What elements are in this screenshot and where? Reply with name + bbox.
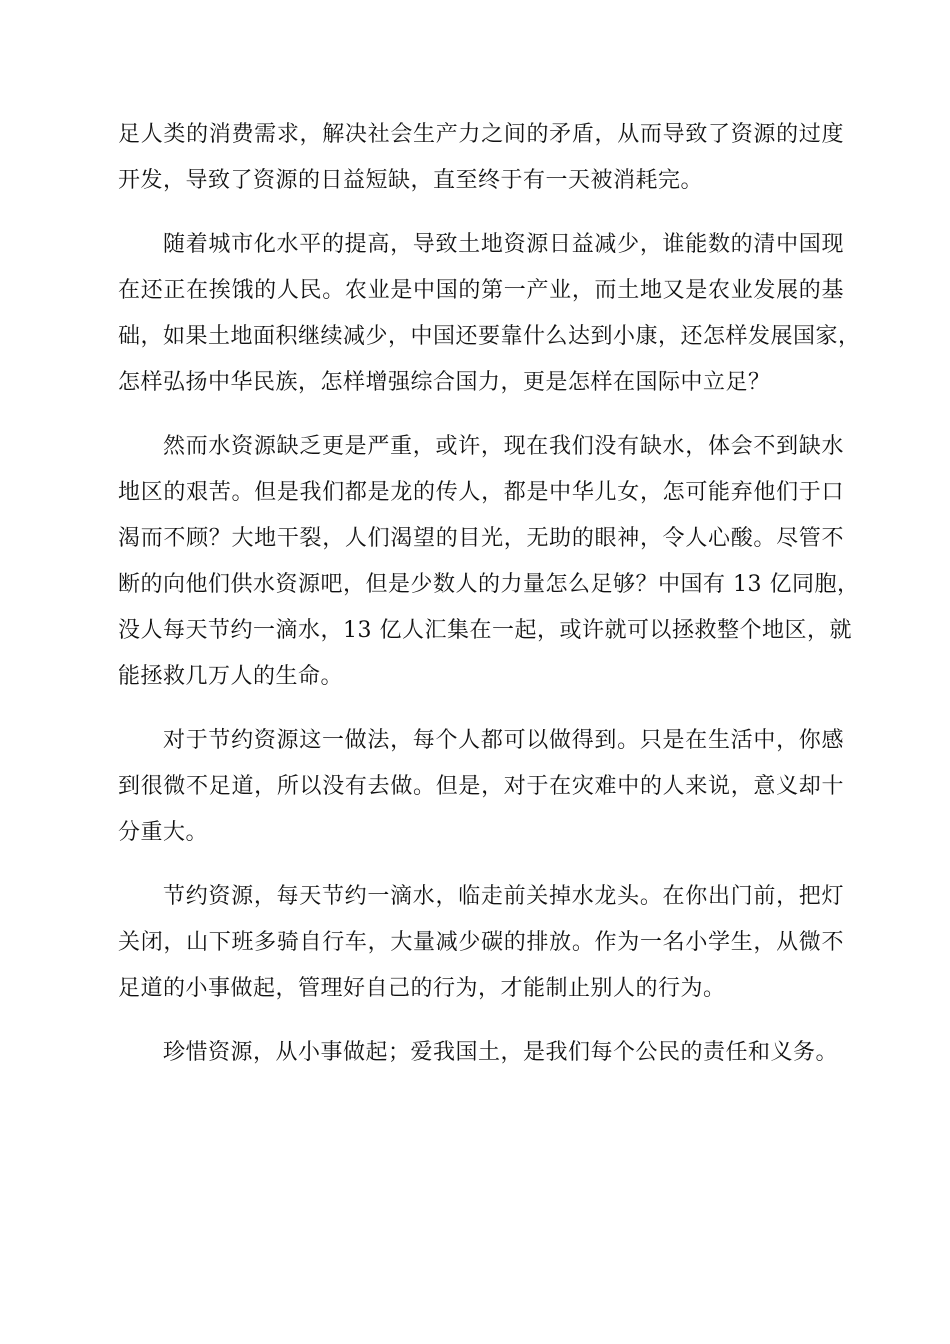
- paragraph-5: [118, 874, 844, 1012]
- text-line: 开发，导致了资源的日益短缺，直至终于有一天被消耗完。: [118, 168, 704, 193]
- text-line: 在还正在挨饿的人民。农业是中国的第一产业，而土地又是农业发展的基: [118, 278, 844, 303]
- text-line: 随着城市化水平的提高，导致土地资源日益减少，谁能数的清中国现: [163, 232, 844, 257]
- text-line: 怎样弘扬中华民族，怎样增强综合国力，更是怎样在国际中立足？: [118, 370, 771, 395]
- text-line: 关闭，山下班多骑自行车，大量减少碳的排放。作为一名小学生，从微不: [118, 930, 844, 955]
- text-line: 地区的艰苦。但是我们都是龙的传人，都是中华儿女，怎可能弃他们于口: [118, 480, 844, 505]
- text-line: 对于节约资源这一做法，每个人都可以做得到。只是在生活中，你感: [163, 728, 844, 753]
- text-line: 足道的小事做起，管理好自己的行为，才能制止别人的行为。: [118, 976, 726, 1001]
- text-line: 能拯救几万人的生命。: [118, 664, 344, 689]
- paragraph-3: [118, 424, 860, 700]
- paragraph-4: [118, 718, 844, 856]
- document-body: [118, 112, 861, 1076]
- text-line: 节约资源，每天节约一滴水，临走前关掉水龙头。在你出门前，把灯: [163, 884, 844, 909]
- text-line: 到很微不足道，所以没有去做。但是，对于在灾难中的人来说，意义却十: [118, 774, 844, 799]
- text-line: 足人类的消费需求，解决社会生产力之间的矛盾，从而导致了资源的过度: [118, 122, 844, 147]
- text-line: 渴而不顾？大地干裂，人们渴望的目光，无助的眼神，令人心酸。尽管不: [118, 526, 844, 551]
- text-line: 然而水资源缺乏更是严重，或许，现在我们没有缺水，体会不到缺水: [163, 434, 844, 459]
- text-line: 础，如果土地面积继续减少，中国还要靠什么达到小康，还怎样发展国家，: [118, 324, 861, 349]
- paragraph-6: [118, 1030, 844, 1076]
- text-line: 珍惜资源，从小事做起；爱我国土，是我们每个公民的责任和义务。: [163, 1040, 839, 1065]
- text-line: 断的向他们供水资源吧，但是少数人的力量怎么足够？中国有 13 亿同胞，: [118, 572, 860, 597]
- text-line: 没人每天节约一滴水，13 亿人汇集在一起，或许就可以拯救整个地区，就: [118, 618, 852, 643]
- text-line: 分重大。: [118, 820, 209, 845]
- paragraph-1: [118, 112, 844, 204]
- paragraph-2: [118, 222, 861, 406]
